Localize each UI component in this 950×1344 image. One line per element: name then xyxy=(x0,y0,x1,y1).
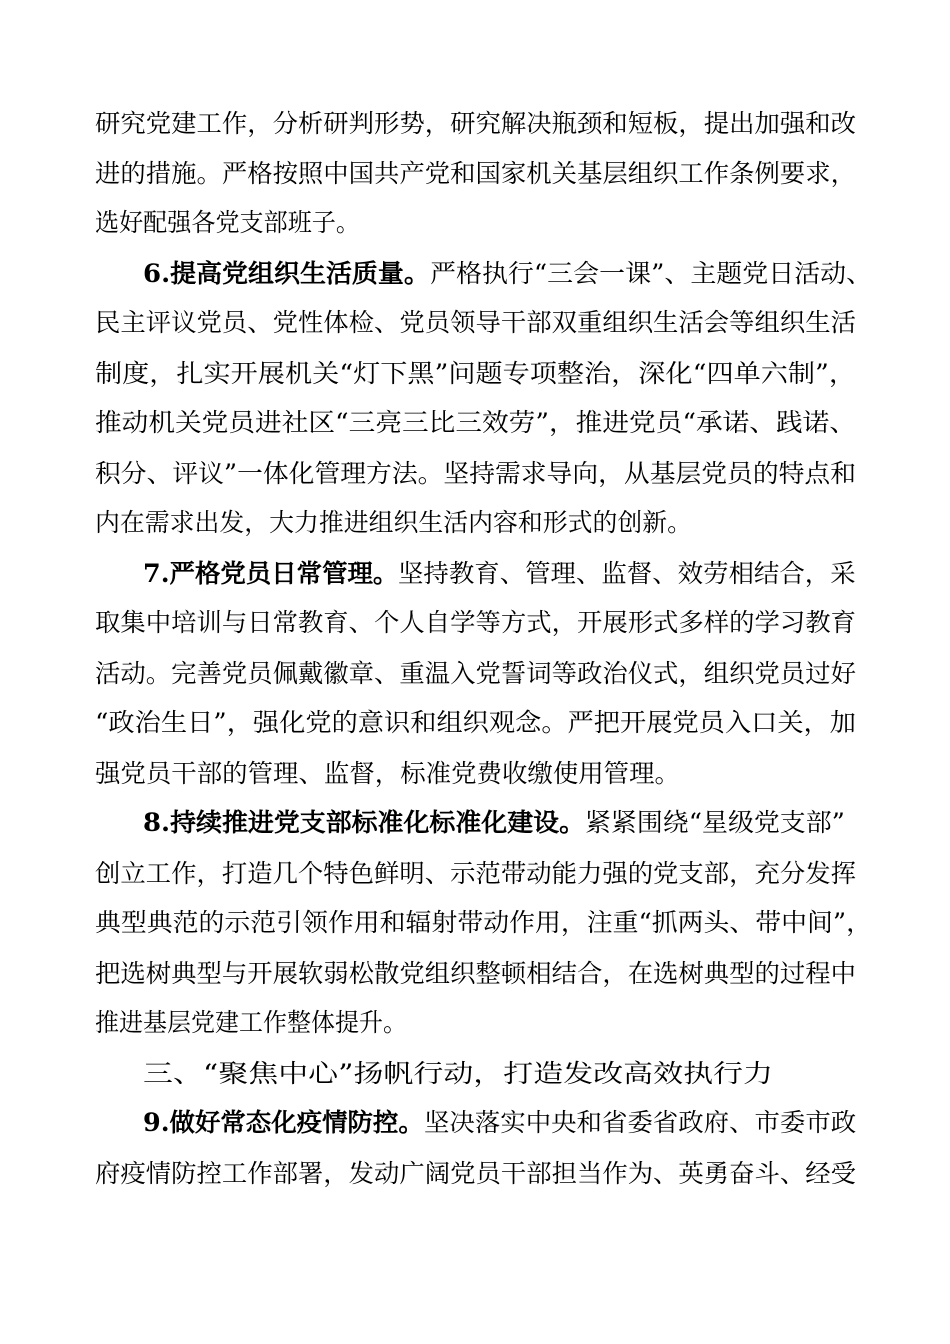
text-line xyxy=(0,1154,950,1194)
text-line xyxy=(0,203,950,243)
text-line xyxy=(0,154,950,194)
body-text: 紧紧围绕“星级党支部” xyxy=(585,808,845,837)
body-text: “政治生日”，强化党的意识和组织观念。严把开展党员入口关，加 xyxy=(95,708,856,737)
text-line xyxy=(0,1054,950,1094)
text-line xyxy=(0,254,950,294)
text-line xyxy=(0,1003,950,1043)
body-text: 活动。完善党员佩戴徽章、重温入党誓词等政治仪式，组织党员过好 xyxy=(95,659,857,688)
bold-heading-text: 7.严格党员日常管理。 xyxy=(143,559,399,588)
bold-heading-text: 8.持续推进党支部标准化标准化建设。 xyxy=(143,808,586,837)
text-line xyxy=(0,454,950,494)
body-text: 推进基层党建工作整体提升。 xyxy=(95,1008,407,1037)
bold-heading-text: 9.做好常态化疫情防控。 xyxy=(143,1108,424,1137)
body-text: 府疫情防控工作部署，发动广阔党员干部担当作为、英勇奋斗、经受 xyxy=(95,1159,857,1188)
body-text: 创立工作，打造几个特色鲜明、示范带动能力强的党支部，充分发挥 xyxy=(95,859,857,888)
body-text: 选好配强各党支部班子。 xyxy=(95,208,360,237)
body-text: 内在需求出发，大力推进组织生活内容和形式的创新。 xyxy=(95,508,692,537)
text-line xyxy=(0,354,950,394)
text-line xyxy=(0,403,950,443)
text-line xyxy=(0,654,950,694)
body-text: 严格执行“三会一课”、主题党日活动、 xyxy=(429,259,872,288)
text-line xyxy=(0,803,950,843)
text-line xyxy=(0,554,950,594)
text-line xyxy=(0,754,950,794)
body-text: 民主评议党员、党性体检、党员领导干部双重组织生活会等组织生活 xyxy=(95,308,857,337)
text-line xyxy=(0,503,950,543)
body-text: 积分、评议”一体化管理方法。坚持需求导向，从基层党员的特点和 xyxy=(95,459,856,488)
bold-heading-text: 6.提高党组织生活质量。 xyxy=(143,259,430,288)
text-line xyxy=(0,104,950,144)
body-text: 推动机关党员进社区“三亮三比三效劳”，推进党员“承诺、践诺、 xyxy=(95,408,856,437)
text-line xyxy=(0,954,950,994)
body-text: 强党员干部的管理、监督，标准党费收缴使用管理。 xyxy=(95,759,680,788)
body-text: 坚持教育、管理、监督、效劳相结合，采 xyxy=(398,559,856,588)
text-line xyxy=(0,903,950,943)
body-text: 典型典范的示范引领作用和辐射带动作用，注重“抓两头、带中间”， xyxy=(95,908,872,937)
body-text: 研究党建工作，分析研判形势，研究解决瓶颈和短板，提出加强和改 xyxy=(95,109,857,138)
body-text: 坚决落实中央和省委省政府、市委市政 xyxy=(423,1108,856,1137)
text-line xyxy=(0,303,950,343)
text-line xyxy=(0,854,950,894)
body-text: 制度，扎实开展机关“灯下黑”问题专项整治，深化“四单六制”， xyxy=(95,359,856,388)
body-text: 进的措施。严格按照中国共产党和国家机关基层组织工作条例要求， xyxy=(95,159,857,188)
body-text: 把选树典型与开展软弱松散党组织整顿相结合，在选树典型的过程中 xyxy=(95,959,857,988)
text-line xyxy=(0,1103,950,1143)
text-line xyxy=(0,603,950,643)
text-line xyxy=(0,703,950,743)
body-text: 三、“聚焦中心”扬帆行动，打造发改高效执行力 xyxy=(143,1059,773,1088)
body-text: 取集中培训与日常教育、个人自学等方式，开展形式多样的学习教育 xyxy=(95,608,857,637)
